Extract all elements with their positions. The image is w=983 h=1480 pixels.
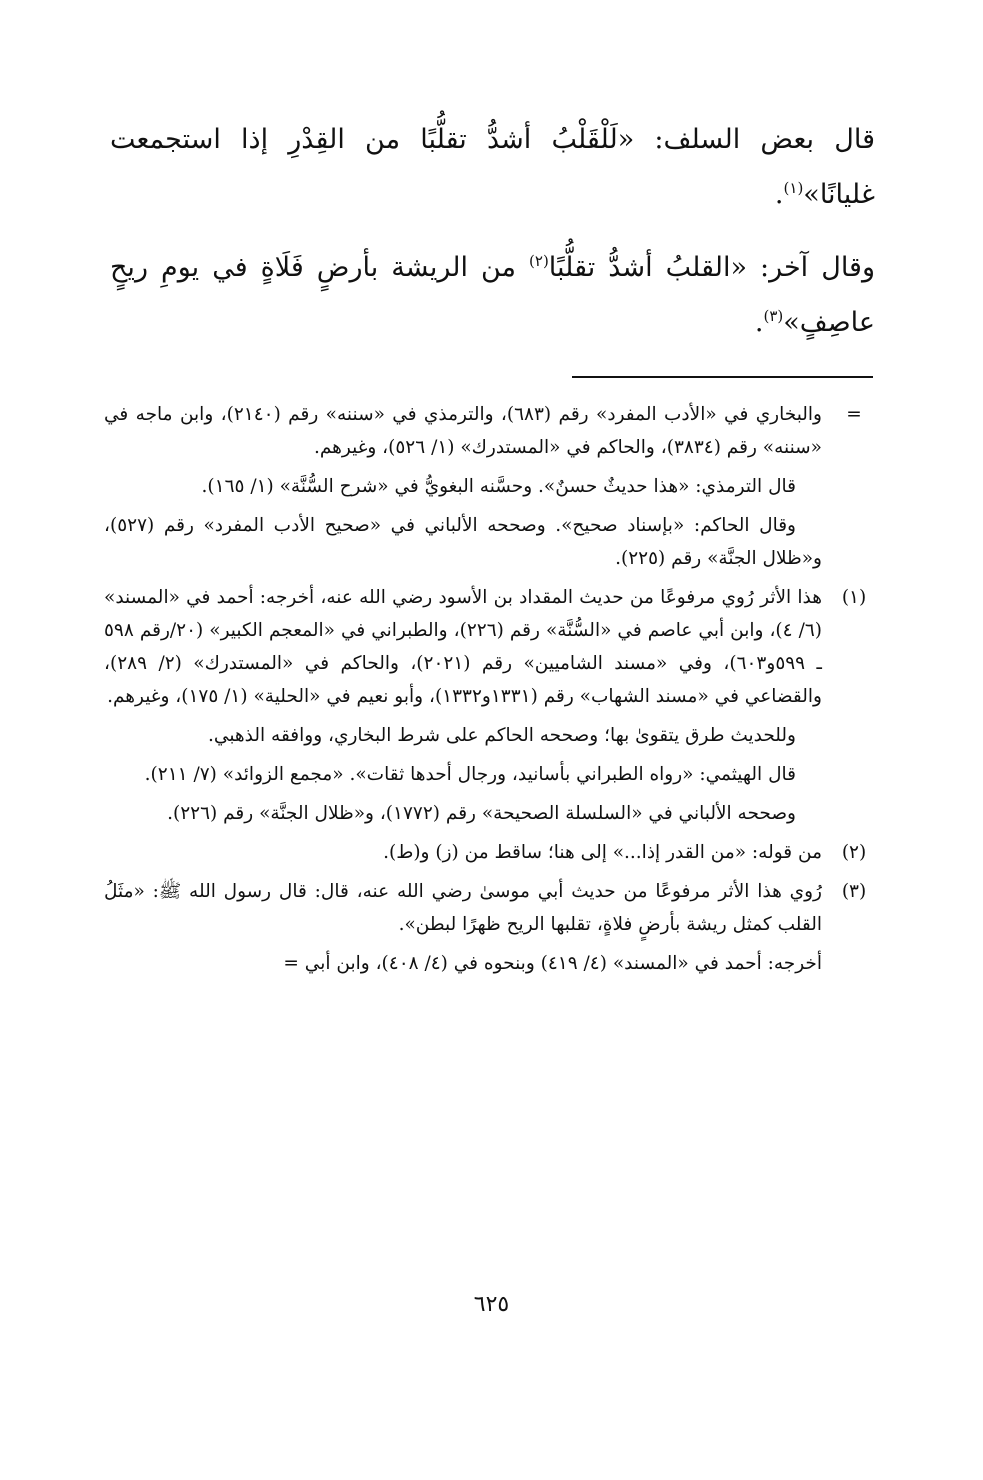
footnote-3-paragraph: أخرجه: أحمد في «المسند» (٤/ ٤١٩) وبنحوه في (٤/ ٤٠٨)، وابن أبي = bbox=[283, 953, 822, 974]
footnote-continued-line: وقال الحاكم: «بإسناد صحيح». وصححه الألباني في «صحيح الأدب المفرد» رقم (٥٢٧)، و«ظلال الجنَّة» رقم (٢٢٥). bbox=[104, 515, 822, 569]
footnote-2: (٢) من قوله: «من القدر إذا...» إلى هنا؛ ساقط من (ز) و(ط). bbox=[104, 836, 878, 869]
footnote-ref-2: (٢) bbox=[529, 252, 549, 270]
footnote-ref-3: (٣) bbox=[763, 307, 784, 325]
paragraph-2 bbox=[110, 240, 875, 350]
footnote-1-paragraph: قال الهيثمي: «رواه الطبراني بأسانيد، ورجال أحدها ثقات». «مجمع الزوائد» (٧/ ٢١١). bbox=[144, 764, 796, 785]
paragraph-1 bbox=[110, 112, 875, 222]
footnote-continued-line: قال الترمذي: «هذا حديثٌ حسنٌ». وحسَّنه البغويُّ في «شرح السُّنَّة» (١/ ١٦٥). bbox=[201, 476, 796, 497]
footnote-1-marker: (١) bbox=[841, 587, 867, 608]
page-number: ٦٢٥ bbox=[473, 1292, 510, 1317]
main-text bbox=[110, 112, 875, 368]
footnote-ref-1: (١) bbox=[783, 179, 804, 197]
footnote-3: (٣) رُوي هذا الأثر مرفوعًا من حديث أبي موسىٰ رضي الله عنه، قال: قال رسول الله ﷺ: «مثَلُ القلب كمثل ريشة بأرضٍ فلاةٍ، تقلبها الريح ظهرًا لبطن». bbox=[104, 875, 878, 941]
paragraph-2-text-a: وقال آخر: «القلبُ أشدُّ تقلُّبًا bbox=[548, 252, 875, 283]
footnote-separator bbox=[572, 376, 873, 378]
footnote-continued-line: = والبخاري في «الأدب المفرد» رقم (٦٨٣)، والترمذي في «سننه» رقم (٢١٤٠)، وابن ماجه في «سننه» رقم (٣٨٣٤)، والحاكم في «المستدرك» (١/ ٥٢٦)، وغيرهم. bbox=[104, 398, 878, 464]
paragraph-1-text: قال بعض السلف: «لَلْقَلْبُ أشدُّ تقلُّبًا من القِدْرِ إذا استجمعت غليانًا» bbox=[110, 124, 875, 210]
continuation-marker: = bbox=[846, 404, 862, 425]
paragraph-1-end: . bbox=[774, 179, 784, 210]
footnote-1: (١) هذا الأثر رُوي مرفوعًا من حديث المقداد بن الأسود رضي الله عنه، أخرجه: أحمد في «المسند» (٦/ ٤)، وابن أبي عاصم في «السُّنَّة» رقم (٢٢٦)، والطبراني في «المعجم الكبير» (٢٠/رقم ٥٩٨ ـ ٥٩٩و٦٠٣)، وفي «مسند الشاميين» رقم (٢٠٢١)، والحاكم في «المستدرك» (٢/ ٢٨٩)، والقضاعي في «مسند الشهاب» رقم (١٣٣١و١٣٣٢)، وأبو نعيم في «الحلية» (١/ ١٧٥)، وغيرهم. bbox=[104, 581, 878, 713]
paragraph-2-end: . bbox=[754, 307, 764, 338]
footnote-2-marker: (٢) bbox=[841, 842, 867, 863]
footnote-1-paragraph: وللحديث طرق يتقوىٰ بها؛ وصححه الحاكم على شرط البخاري، ووافقه الذهبي. bbox=[208, 725, 796, 746]
footnotes bbox=[104, 398, 878, 986]
footnote-1-paragraph: وصححه الألباني في «السلسلة الصحيحة» رقم (١٧٧٢)، و«ظلال الجنَّة» رقم (٢٢٦). bbox=[167, 803, 796, 824]
paragraph-2-text-b: من الريشة بأرضٍ فَلَاةٍ في يومِ ريحٍ عاصِفٍ» bbox=[110, 252, 875, 338]
footnote-3-marker: (٣) bbox=[841, 881, 867, 902]
